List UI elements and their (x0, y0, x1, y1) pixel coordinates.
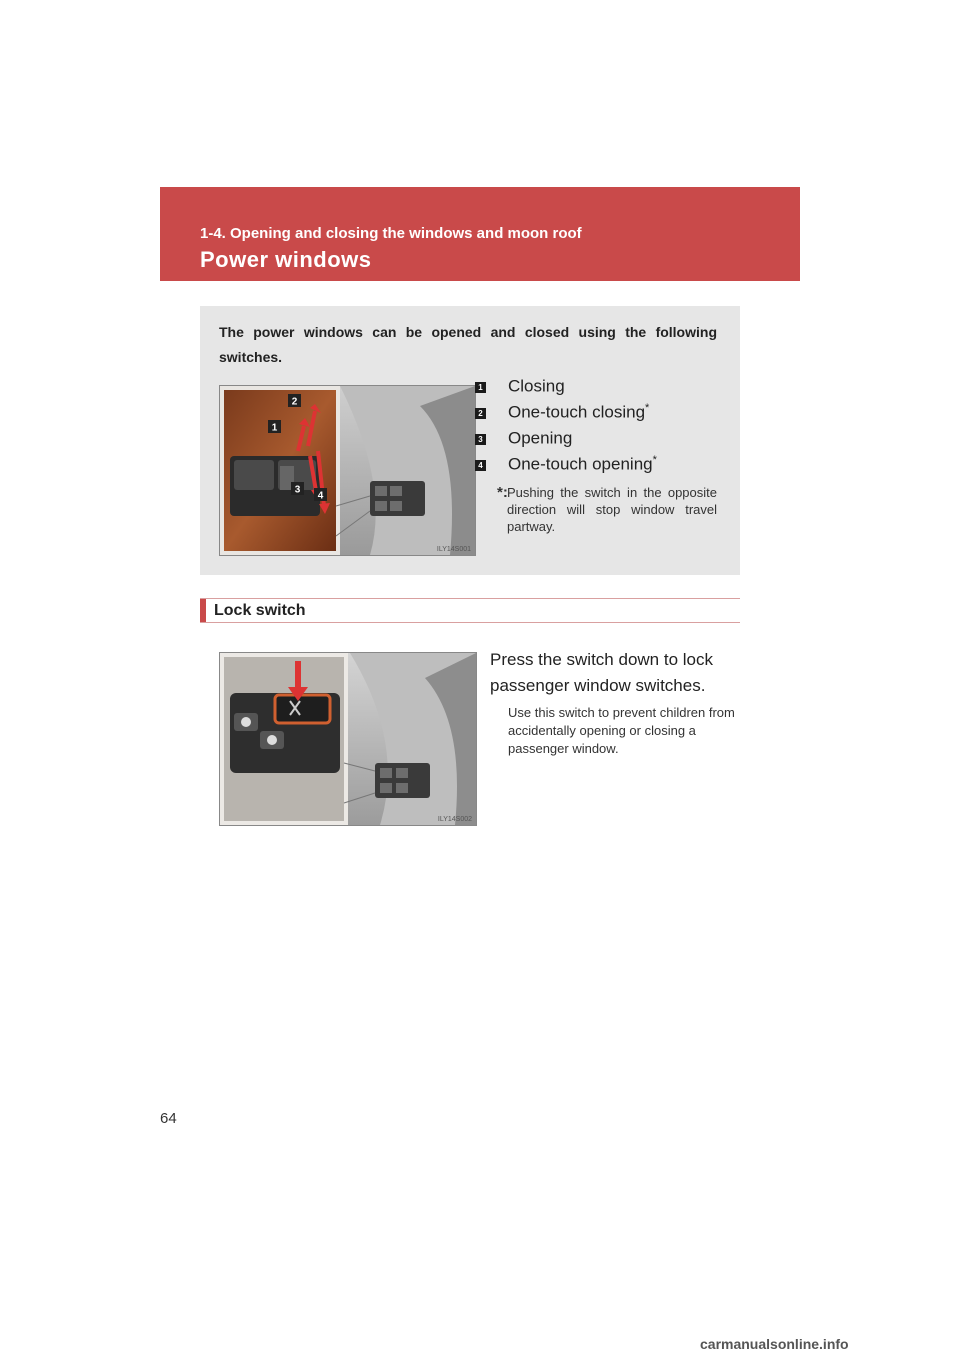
heading-accent (200, 599, 206, 622)
lock-switch-photo (219, 652, 477, 826)
page-number: 64 (160, 1110, 177, 1127)
svg-text:4: 4 (317, 490, 324, 502)
callout-label (508, 402, 649, 423)
watermark: carmanualsonline.info (700, 1336, 849, 1352)
lock-switch-instruction: Press the switch down to lock passenger window switches. (490, 650, 713, 695)
callout-item (475, 454, 725, 480)
intro-box (200, 306, 740, 575)
svg-text:1: 1 (271, 422, 278, 434)
section-label: 1-4. Opening and closing the windows and moon roof (200, 225, 582, 242)
callout-label (508, 376, 565, 397)
callout-text: One-touch opening (508, 454, 653, 474)
callout-item (475, 428, 725, 454)
image-id: ILY14S001 (436, 546, 471, 553)
section-header (160, 187, 800, 281)
lock-switch-note: Use this switch to prevent children from accidentally opening or closing a passenger window. (508, 705, 735, 756)
lock-switch-heading: Lock switch (214, 602, 306, 619)
callout-number-badge: 4 (475, 460, 486, 471)
asterisk: * (652, 454, 657, 466)
callout-text: One-touch closing (508, 402, 646, 422)
page-title: Power windows (200, 247, 372, 272)
callout-label (508, 454, 657, 475)
callout-text: Opening (508, 428, 573, 448)
image-id: ILY14S002 (437, 816, 472, 823)
callout-text: Closing (508, 376, 565, 396)
callout-list (475, 376, 725, 480)
footnote-text: Pushing the switch in the opposite direction will stop window travel partway. (507, 485, 717, 534)
callout-number-badge: 3 (475, 434, 486, 445)
lock-switch-heading-bar (200, 598, 740, 623)
callout-label (508, 428, 572, 449)
callout-item (475, 402, 725, 428)
asterisk: * (645, 402, 650, 414)
intro-text: The power windows can be opened and closed using the following switches. (219, 324, 717, 365)
svg-text:3: 3 (294, 484, 301, 496)
svg-text:2: 2 (291, 396, 298, 408)
footnote (497, 484, 717, 535)
callout-number-badge: 2 (475, 408, 486, 419)
lock-switch-illustration (220, 653, 476, 825)
footnote-mark: *: (497, 484, 508, 501)
callout-number-badge: 1 (475, 382, 486, 393)
window-switch-illustration (220, 386, 475, 555)
power-window-switch-photo (219, 385, 476, 556)
callout-item (475, 376, 725, 402)
